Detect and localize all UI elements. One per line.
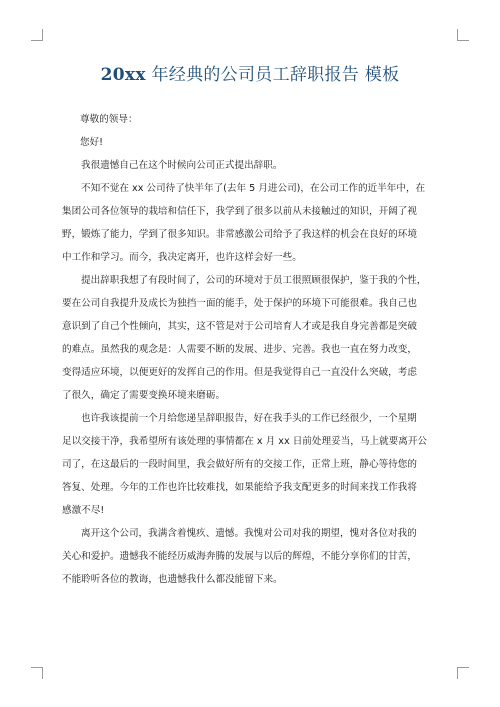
paragraph-line: 中工作和学习。而今，我决定离开，也许这样会好一些。 [62, 252, 302, 263]
paragraph-line: 提出辞职我想了有段时间了，公司的环境对于员工很照顾很保护，鉴于我的个性， [81, 275, 427, 286]
paragraph-line: 的难点。虽然我的观念是：人需要不断的发展、进步、完善。我也一直在努力改变， [62, 344, 417, 355]
document-body [62, 108, 440, 591]
crop-mark-bottom-right-h [457, 667, 469, 668]
paragraph-line: 要在公司自我提升及成长为独挡一面的能手，处于保护的环境下可能很难。我自己也 [62, 298, 417, 309]
paragraphs [62, 154, 440, 591]
paragraph-line: 司了，在这最后的一段时间里，我会做好所有的交接工作，正常上班，静心等待您的 [62, 459, 417, 470]
paragraph-line: 我很遗憾自己在这个时候向公司正式提出辞职。 [81, 160, 283, 171]
crop-mark-bottom-left-v [42, 667, 43, 679]
paragraph-line: 足以交接干净，我希望所有该处理的事情都在 x 月 xx 日前处理妥当，马上就要离开公 [62, 436, 428, 447]
paragraph-line: 离开这个公司，我满含着愧疚、遗憾。我愧对公司对我的期望，愧对各位对我的 [81, 528, 417, 539]
crop-mark-top-left-v [42, 29, 43, 41]
paragraph [62, 407, 440, 522]
paragraph [62, 522, 440, 591]
paragraph [62, 177, 440, 269]
paragraph-line: 关心和爱护。遗憾我不能经历威海奔腾的发展与以后的辉煌，不能分享你们的甘苦， [62, 551, 417, 562]
greeting: 您好! [80, 137, 104, 148]
paragraph-line: 野，锻炼了能力，学到了很多知识。非常感激公司给予了我这样的机会在良好的环境 [62, 229, 417, 240]
paragraph-line: 不知不觉在 xx 公司待了快半年了(去年 5 月进公司)，在公司工作的近半年中，在 [81, 183, 426, 194]
title-number: 20xx [100, 65, 146, 85]
paragraph-line: 意识到了自己个性倾向，其实，这不管是对于公司培育人才或是我自身完善都是突破 [62, 321, 417, 332]
paragraph-line: 集团公司各位领导的栽培和信任下，我学到了很多以前从未接触过的知识，开阔了视 [62, 206, 417, 217]
crop-mark-top-right-h [457, 40, 469, 41]
paragraph-line: 感激不尽! [62, 505, 105, 516]
paragraph-line: 变得适应环境，以便更好的发挥自己的作用。但是我觉得自己一直没什么突破，考虑 [62, 367, 417, 378]
title-text: 年经典的公司员工辞职报告 模板 [145, 65, 400, 85]
paragraph-line: 答复、处理。今年的工作也许比较难找，如果能给予我支配更多的时间来找工作我将 [62, 482, 417, 493]
document-title [0, 64, 500, 86]
crop-mark-top-right-v [457, 29, 458, 41]
paragraph-line: 也许我该提前一个月给您递呈辞职报告，好在我手头的工作已经很少，一个星期 [81, 413, 417, 424]
paragraph [62, 154, 440, 177]
crop-mark-bottom-right-v [457, 667, 458, 679]
paragraph-line: 了很久，确定了需要变换环境来磨砺。 [62, 390, 226, 401]
salutation: 尊敬的领导： [80, 114, 138, 125]
paragraph [62, 269, 440, 407]
paragraph-line: 不能聆听各位的教诲，也遗憾我什么都没能留下来。 [62, 574, 283, 585]
